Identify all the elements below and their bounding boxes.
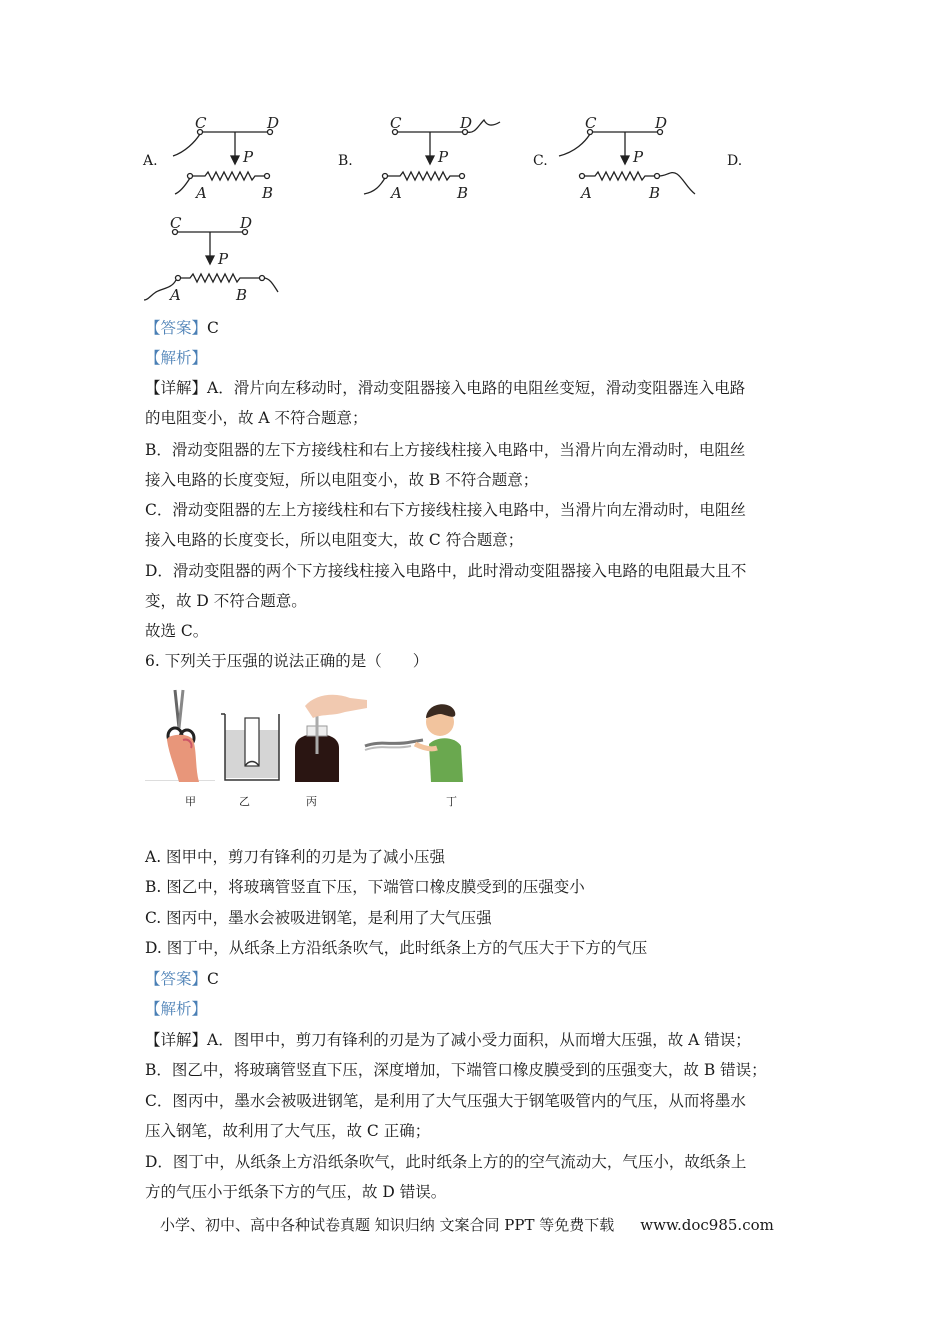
option-b-label: B.	[338, 153, 353, 169]
rheostat-diagram-d	[140, 212, 290, 306]
q5-detail-line: 接入电路的长度变长，所以电阻变大，故 C 符合题意；	[145, 531, 524, 549]
q6-stem: 6. 下列关于压强的说法正确的是（ ）	[145, 652, 429, 670]
ink-bottle-figure	[295, 695, 367, 782]
boy-blowing-figure	[365, 704, 463, 782]
answer-value: C	[207, 970, 219, 988]
answer-value: C	[207, 319, 219, 337]
rheostat-diagram-b	[360, 112, 510, 204]
terminal-a-label: A	[196, 184, 207, 202]
q5-answer	[145, 318, 219, 338]
terminal-p-label: P	[218, 250, 229, 268]
q6-detail-line: 压入钢笔，故利用了大气压，故 C 正确；	[145, 1122, 431, 1140]
answer-tag: 【答案】	[145, 970, 208, 988]
figure-caption-yi: 乙	[239, 795, 250, 808]
q6-detail-line: D．图丁中，从纸条上方沿纸条吹气，此时纸条上方的的空气流动大，气压小，故纸条上	[145, 1153, 747, 1171]
figure-caption-bing: 丙	[306, 795, 317, 808]
q6-detail-line: 【详解】A．图甲中，剪刀有锋利的刃是为了减小受力面积，从而增大压强，故 A 错误；	[145, 1031, 751, 1049]
q6-answer	[145, 969, 219, 989]
terminal-p-label: P	[438, 148, 449, 166]
terminal-c-label: C	[585, 114, 597, 132]
figure-caption-ding: 丁	[446, 795, 457, 808]
figure-caption-jia: 甲	[185, 795, 196, 808]
rheostat-diagram-c	[555, 112, 700, 204]
q6-figures	[145, 688, 475, 786]
terminal-d-label: D	[460, 114, 473, 132]
q6-option-c: C. 图丙中，墨水会被吸进钢笔，是利用了大气压强	[145, 909, 492, 927]
q5-detail-line: D．滑动变阻器的两个下方接线柱接入电路中，此时滑动变阻器接入电路的电阻最大且不	[145, 562, 747, 580]
terminal-c-label: C	[390, 114, 402, 132]
terminal-d-label: D	[655, 114, 668, 132]
q5-analysis-tag: 【解析】	[145, 349, 208, 367]
terminal-c-label: C	[170, 214, 182, 232]
q5-detail-line: 的电阻变小，故 A 不符合题意；	[145, 409, 368, 427]
q6-detail-line: B．图乙中，将玻璃管竖直下压，深度增加，下端管口橡皮膜受到的压强变大，故 B 错误；	[145, 1061, 767, 1079]
terminal-b-label: B	[262, 184, 274, 202]
terminal-p-label: P	[243, 148, 254, 166]
beaker-figure	[221, 714, 279, 780]
terminal-d-label: D	[267, 114, 280, 132]
terminal-b-label: B	[236, 286, 248, 304]
terminal-p-label: P	[633, 148, 644, 166]
q5-conclusion: 故选 C。	[145, 622, 209, 640]
footer-url[interactable]: www.doc985.com	[640, 1216, 774, 1234]
q6-analysis-tag: 【解析】	[145, 1000, 208, 1018]
terminal-b-label: B	[457, 184, 469, 202]
rheostat-diagram-a	[165, 112, 295, 204]
q5-detail-line: 接入电路的长度变短，所以电阻变小，故 B 不符合题意；	[145, 471, 539, 489]
terminal-b-label: B	[649, 184, 661, 202]
terminal-c-label: C	[195, 114, 207, 132]
footer-text: 小学、初中、高中各种试卷真题 知识归纳 文案合同 PPT 等免费下载	[160, 1216, 615, 1234]
q6-option-d: D. 图丁中，从纸条上方沿纸条吹气，此时纸条上方的气压大于下方的气压	[145, 939, 648, 957]
terminal-a-label: A	[391, 184, 402, 202]
q5-detail-line: 【详解】A．滑片向左移动时，滑动变阻器接入电路的电阻丝变短，滑动变阻器连入电路	[145, 379, 746, 397]
q6-option-a: A. 图甲中，剪刀有锋利的刃是为了减小压强	[145, 848, 446, 866]
scissors-hand-figure	[145, 690, 215, 782]
q6-option-b: B. 图乙中，将玻璃管竖直下压，下端管口橡皮膜受到的压强变小	[145, 878, 585, 896]
q5-detail-line: B．滑动变阻器的左下方接线柱和右上方接线柱接入电路中，当滑片向左滑动时，电阻丝	[145, 441, 746, 459]
option-c-label: C.	[533, 153, 548, 169]
page-footer	[160, 1214, 774, 1235]
q6-detail-line: 方的气压小于纸条下方的气压，故 D 错误。	[145, 1183, 447, 1201]
terminal-d-label: D	[240, 214, 253, 232]
q5-detail-line: C．滑动变阻器的左上方接线柱和右下方接线柱接入电路中，当滑片向左滑动时，电阻丝	[145, 501, 746, 519]
q5-detail-line: 变，故 D 不符合题意。	[145, 592, 307, 610]
option-d-label: D.	[727, 153, 743, 169]
terminal-a-label: A	[581, 184, 592, 202]
q6-detail-line: C．图丙中，墨水会被吸进钢笔，是利用了大气压强大于钢笔吸管内的气压，从而将墨水	[145, 1092, 746, 1110]
answer-tag: 【答案】	[145, 319, 208, 337]
option-a-label: A.	[143, 153, 158, 169]
terminal-a-label: A	[170, 286, 181, 304]
